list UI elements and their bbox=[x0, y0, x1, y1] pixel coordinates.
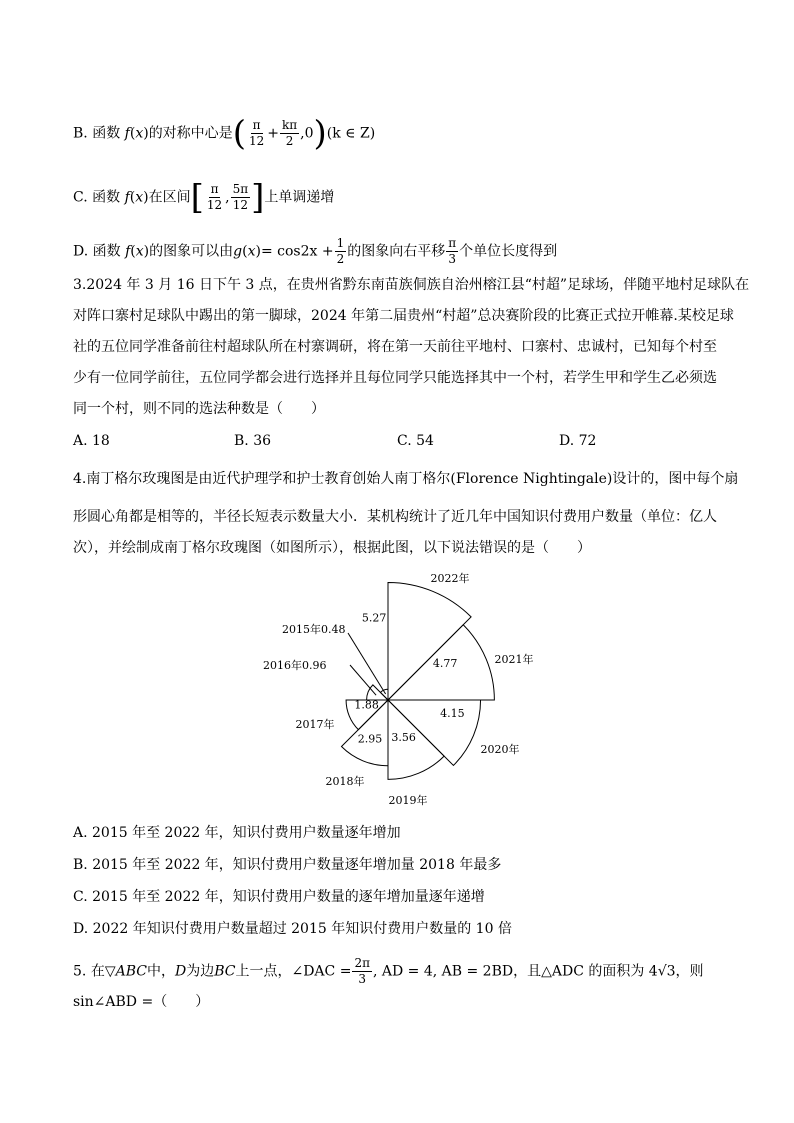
q3-line-1: 3.2024 年 3 月 16 日下午 3 点，在贵州省黔东南苗族侗族自治州榕江县“村超”足球场，伴随平地村足球队在 bbox=[73, 277, 750, 293]
year-label-2020年: 2020年 bbox=[480, 743, 520, 756]
year-label-2018年: 2018年 bbox=[325, 775, 365, 788]
q3-line-3: 社的五位同学准备前往村超球队所在村寨调研，将在第一天前往平地村、口寨村、忠诚村，已知每个村至 bbox=[73, 339, 717, 355]
q4-option-c: C. 2015 年至 2022 年，知识付费用户数量的逐年增加量逐年递增 bbox=[73, 889, 485, 905]
q2-option-b: B. 函数 f(x)的对称中心是( $\frac{\pi}{12}$ + $\frac{k\pi}{2}$ ,0)(k ∈ Z) bbox=[73, 113, 376, 154]
value-label-2021年: 4.77 bbox=[432, 657, 458, 670]
q3-option-b: B. 36 bbox=[234, 433, 272, 449]
q5-line-1: 5. 在▽ABC中，D为边BC上一点，∠DAC = $\frac{2\pi}{3}$ , AD = 4, AB = 2BD，且△ADC 的面积为 4√3，则 bbox=[73, 956, 704, 986]
value-label-2017年: 1.88 bbox=[354, 698, 379, 712]
q4-line-1: 4.南丁格尔玫瑰图是由近代护理学和护士教育创始人南丁格尔(Florence Nightingale)设计的，图中每个扇 bbox=[73, 471, 739, 487]
q3-line-4: 少有一位同学前往，五位同学都会进行选择并且每位同学只能选择其中一个村，若学生甲和学生乙必须选 bbox=[73, 370, 717, 386]
q4-line-3: 次），并绘制成南丁格尔玫瑰图（如图所示），根据此图，以下说法错误的是（ ） bbox=[73, 540, 591, 556]
q4-option-b: B. 2015 年至 2022 年，知识付费用户数量逐年增加量 2018 年最多 bbox=[73, 857, 502, 873]
year-label-2017年: 2017年 bbox=[295, 718, 335, 731]
q3-option-c: C. 54 bbox=[397, 433, 434, 449]
year-label-2021年: 2021年 bbox=[494, 653, 534, 666]
callout-label-2016: 2016年0.96 bbox=[263, 659, 327, 672]
value-label-2019年: 3.56 bbox=[391, 730, 416, 744]
q3-line-2: 对阵口寨村足球队中踢出的第一脚球，2024 年第二届贵州“村超”总决赛阶段的比赛正式拉开帷幕.某校足球 bbox=[73, 308, 734, 324]
year-label-2022年: 2022年 bbox=[430, 572, 470, 585]
q5-line-2: sin∠ABD =（ ） bbox=[73, 994, 210, 1010]
value-label-2022年: 5.27 bbox=[361, 611, 387, 625]
callout-line-2016 bbox=[350, 665, 376, 695]
q4-option-a: A. 2015 年至 2022 年，知识付费用户数量逐年增加 bbox=[73, 825, 401, 841]
q3-option-a: A. 18 bbox=[73, 433, 110, 449]
q4-line-2: 形圆心角都是相等的，半径长短表示数量大小．某机构统计了近几年中国知识付费用户数量（单位：亿人 bbox=[73, 509, 717, 525]
q2-option-d: D. 函数 f(x)的图象可以由g(x)= cos2x + $\frac{1}{2}$ 的图象向右平移 $\frac{\pi}{3}$ 个单位长度得到 bbox=[73, 236, 558, 266]
q4-option-d: D. 2022 年知识付费用户数量超过 2015 年知识付费用户数量的 10 倍 bbox=[73, 921, 512, 937]
nightingale-rose-chart bbox=[250, 565, 550, 810]
q2-option-c: C. 函数 f(x)在区间[ $\frac{\pi}{12}$ , $\frac{5\pi}{12}$ ]上单调递增 bbox=[73, 177, 335, 218]
q3-line-5: 同一个村，则不同的选法种数是（ ） bbox=[73, 401, 325, 417]
rose-sector-2022年 bbox=[388, 582, 471, 700]
value-label-2018年: 2.95 bbox=[357, 732, 383, 746]
value-label-2020年: 4.15 bbox=[440, 707, 465, 721]
year-label-2019年: 2019年 bbox=[388, 794, 428, 807]
callout-label-2015: 2015年0.48 bbox=[282, 623, 346, 636]
q3-option-d: D. 72 bbox=[559, 433, 597, 449]
